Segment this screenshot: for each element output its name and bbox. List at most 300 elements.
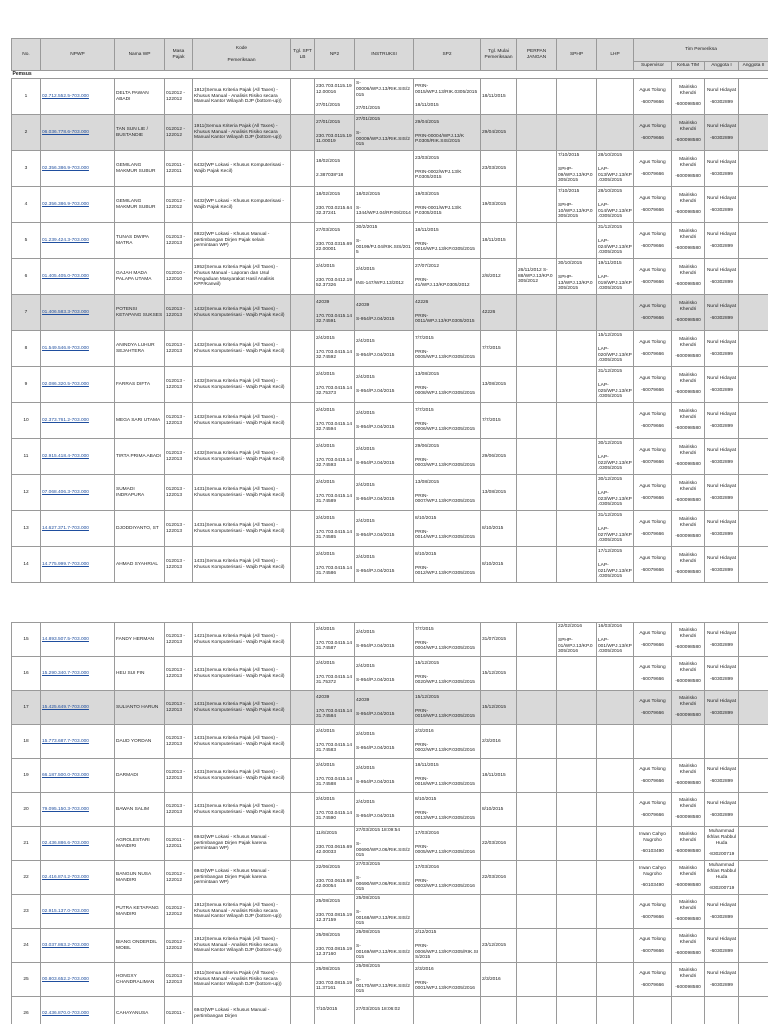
supervisor-cell-supb: -60079666 xyxy=(641,710,664,716)
member-1-cell-a1b: -60302899 xyxy=(710,207,733,213)
supervisor-cell xyxy=(634,997,672,1024)
audit-code: 1431(Semua Kriteria Pajak (All Taxes) - Khusus Komputerisasi - Wajib Pajak Kecil) xyxy=(193,691,291,725)
audit-code: 6942(WP Lokasi - Khusus Manual - pertimbangan Dirjen xyxy=(193,997,291,1024)
lhp-cell-lhpa: 28/10/2015 xyxy=(598,153,623,159)
audit-code: 6942(WP Lokasi - Khusus Manual - pertimbangan Dirjen Pajak karena permintaan WP) xyxy=(193,827,291,861)
member-2-cell xyxy=(739,331,768,367)
tax-period: 012012 - 122012 xyxy=(165,115,193,151)
taxpayer-name: DAUD YORDAN xyxy=(115,725,165,759)
spt-date xyxy=(291,295,315,331)
member-1-cell-a1b: -60302899 xyxy=(710,567,733,573)
sp2-cell xyxy=(414,475,481,511)
team-leader-cell-ketb: -600098580 xyxy=(675,985,701,991)
table-row xyxy=(12,475,768,511)
supervisor-cell xyxy=(634,759,672,793)
np2-cell-np2b: 230.703.0815.1911.37161 xyxy=(316,980,353,992)
npwp-link[interactable]: 02.915.418.4-703.000 xyxy=(41,439,115,475)
instruksi-cell xyxy=(355,79,414,115)
instruksi-cell-insa: 2/4/2015 xyxy=(356,410,375,416)
npwp-link[interactable]: 15.290.340.7-703.000 xyxy=(41,657,115,691)
header-tgl-spt: Tgl. SPT LB xyxy=(291,39,315,71)
member-1-cell xyxy=(705,895,739,929)
sp2-cell-sp2b: PRIN-0002/WPJ.13/KP.0305/2016 xyxy=(415,742,475,754)
lhp-cell-lhpa xyxy=(597,941,633,943)
sp2-cell xyxy=(414,439,481,475)
lhp-cell-lhpb: LAP-023/WPJ.13/KP.0305/2015 xyxy=(598,490,632,508)
instruksi-cell xyxy=(355,725,414,759)
lhp-cell-lhpb xyxy=(597,100,633,102)
member-1-cell xyxy=(705,439,739,475)
instruksi-cell-insb: S-954/PJ.04/2015 xyxy=(356,643,395,649)
team-leader-cell-ket: Mairisko Khendri xyxy=(679,373,697,384)
supervisor-cell-supb: -60079666 xyxy=(641,676,664,682)
instruksi-cell-insb: S-954/PJ.04/2015 xyxy=(356,779,395,785)
sphp-cell xyxy=(557,439,597,475)
taxpayer-name: AHMAD SYAHRIAL xyxy=(115,547,165,583)
lhp-cell-lhpb xyxy=(597,316,633,318)
lhp-cell-lhpa xyxy=(597,669,633,671)
npwp-link[interactable]: 15.425.649.7-703.000 xyxy=(41,691,115,725)
supervisor-cell-sup: Irwan Cahyo Nugroho xyxy=(639,832,666,843)
taxpayer-name: HONGXY CHANDRALIMAN xyxy=(115,963,165,997)
np2-cell-np2a: 230.703.0115.1912.00016 xyxy=(316,84,352,95)
supervisor-cell xyxy=(634,439,672,475)
npwp-link[interactable]: 02.712.552.5-703.000 xyxy=(41,79,115,115)
supervisor-cell xyxy=(634,151,672,187)
start-date xyxy=(481,895,517,929)
lhp-cell-lhpa: 30/12/2015 xyxy=(598,477,623,483)
taxpayer-name: GEMILANG MAKMUR SUBUR xyxy=(115,151,165,187)
np2-cell-np2b: 170.703.0415.1431.74587 xyxy=(316,640,353,652)
sphp-cell xyxy=(557,861,597,895)
extension xyxy=(517,331,557,367)
np2-cell-np2a: 11/6/2015 xyxy=(316,831,337,837)
npwp-link[interactable]: 07.068.406.3-703.000 xyxy=(41,475,115,511)
extension xyxy=(517,759,557,793)
sp2-cell-sp2a: 8/10/2015 xyxy=(415,516,437,522)
spt-date xyxy=(291,331,315,367)
lhp-cell-lhpb xyxy=(597,881,633,883)
team-leader-cell xyxy=(672,623,705,657)
member-1-cell xyxy=(705,331,739,367)
team-leader-cell-ket: Mairisko Khendri xyxy=(679,481,697,492)
np2-cell-np2b: 2.387038*18 xyxy=(316,172,344,178)
sphp-cell-sphpb xyxy=(557,745,596,747)
start-date: 18/11/2015 xyxy=(481,79,517,115)
audit-code: 6922(WP Lokasi - Khusus Manual - pertimbangan Dirjen Pajak selain permintaan WP) xyxy=(193,223,291,259)
lhp-cell-lhpb xyxy=(597,136,633,138)
supervisor-cell-supb: -60079666 xyxy=(641,642,664,648)
sp2-cell-sp2b: PRIN-0008/WPJ.13/KP.0305/2015 xyxy=(415,385,475,397)
member-2-cell xyxy=(739,861,768,895)
npwp-link[interactable]: 03.037.863.2-703.000 xyxy=(41,929,115,963)
np2-cell xyxy=(315,511,355,547)
sp2-cell-sp2b: PRIN-0013/WPJ.13/KP.0305/2015 xyxy=(415,810,475,822)
supervisor-cell-sup: Agus Tolong xyxy=(639,159,666,165)
member-1-cell-a1b: -60302899 xyxy=(710,948,733,954)
team-leader-cell-ketb: -600098580 xyxy=(675,102,701,108)
lhp-cell-lhpb: LAP-020/WPJ.13/KP.0305/2015 xyxy=(598,346,632,364)
npwp-link[interactable]: 02.436.886.6-703.000 xyxy=(41,827,115,861)
audit-code: 1432(Semua Kriteria Pajak (All Taxes) - Khusus Komputerisasi - Wajib Pajak Kecil) xyxy=(193,403,291,439)
member-1-cell xyxy=(705,793,739,827)
np2-cell xyxy=(315,997,355,1024)
instruksi-cell xyxy=(355,657,414,691)
instruksi-cell xyxy=(355,259,414,295)
start-date: 23/12/2015 xyxy=(481,929,517,963)
start-date: 2/8/2012 xyxy=(481,259,517,295)
lhp-cell-lhpa xyxy=(597,839,633,841)
spt-date xyxy=(291,895,315,929)
sp2-cell-sp2b: PRIN-0019/WPJ.13/KP.0305/2015 xyxy=(415,708,475,720)
npwp-link[interactable]: 15.773.687.7-703.000 xyxy=(41,725,115,759)
row-number: 5 xyxy=(12,223,41,259)
tax-period: 012010 - 122010 xyxy=(165,259,193,295)
extension xyxy=(517,827,557,861)
sphp-cell-sphpb xyxy=(557,949,596,951)
supervisor-cell xyxy=(634,691,672,725)
tax-period: 012013 - 122013 xyxy=(165,295,193,331)
tax-period: 012013 - 122013 xyxy=(165,725,193,759)
np2-cell-np2a: 2/4/2015 xyxy=(316,264,335,270)
sphp-cell-sphpb: SPHP-10/WPJ.13/KP.0305/2015 xyxy=(558,202,593,220)
taxpayer-name: DARMADI xyxy=(115,759,165,793)
npwp-link[interactable]: 02.373.761.2-703.000 xyxy=(41,403,115,439)
supervisor-cell xyxy=(634,187,672,223)
np2-cell-np2b: 170.703.0415.1432.74592 xyxy=(316,349,353,361)
sphp-cell-sphpb xyxy=(557,983,596,985)
lhp-cell xyxy=(597,79,634,115)
spt-date xyxy=(291,623,315,657)
row-number: 23 xyxy=(12,895,41,929)
spt-date xyxy=(291,725,315,759)
instruksi-cell-insa: 2/4/2015 xyxy=(356,482,375,488)
header-instruksi: INSTRUKSI xyxy=(355,39,414,71)
sphp-cell-sphpa: 7/10/2015 xyxy=(558,189,580,195)
member-1-cell-a1: Nurul Hidayat xyxy=(706,231,737,237)
row-number: 25 xyxy=(12,963,41,997)
lhp-cell-lhpa xyxy=(597,703,633,705)
lhp-cell xyxy=(597,547,634,583)
np2-cell-np2b: 170.703.0415.1432.75373 xyxy=(316,385,353,397)
spt-date xyxy=(291,861,315,895)
member-1-cell xyxy=(705,691,739,725)
np2-cell xyxy=(315,115,355,151)
instruksi-cell-insa: 2/4/2015 xyxy=(356,629,375,635)
start-date: 15/12/2015 xyxy=(481,657,517,691)
member-1-cell xyxy=(705,187,739,223)
spt-date xyxy=(291,547,315,583)
sphp-cell xyxy=(557,187,597,223)
member-1-cell-a1b: -830200719 xyxy=(708,886,735,892)
instruksi-cell xyxy=(355,691,414,725)
instruksi-cell xyxy=(355,895,414,929)
npwp-link[interactable]: 01.406.583.3-703.000 xyxy=(41,295,115,331)
instruksi-cell-insb: S-954/PJ.04/2015 xyxy=(356,745,395,751)
extension xyxy=(517,187,557,223)
member-1-cell xyxy=(705,295,739,331)
npwp-link[interactable]: 66.187.500.0-703.000 xyxy=(41,759,115,793)
npwp-link[interactable]: 01.405.405.0-703.000 xyxy=(41,259,115,295)
sp2-cell xyxy=(414,623,481,657)
sphp-cell-sphpa xyxy=(557,703,596,705)
sp2-cell-sp2a: 13/08/2015 xyxy=(415,480,440,486)
member-1-cell-a1: Nurul Hidayat xyxy=(706,630,737,636)
header-masa-pajak: Masa Pajak xyxy=(165,39,193,71)
sphp-cell xyxy=(557,511,597,547)
page-separator xyxy=(0,590,768,622)
member-1-cell-a1b: -60302899 xyxy=(710,315,733,321)
team-leader-cell xyxy=(672,367,705,403)
row-number: 14 xyxy=(12,547,41,583)
team-leader-cell-ket: Mairisko Khendri xyxy=(679,866,697,877)
page-2 xyxy=(0,622,768,1024)
instruksi-cell-insb: 27/01/2015 xyxy=(356,106,381,112)
sphp-cell-sphpa xyxy=(557,737,596,739)
supervisor-cell-sup: Agus Tolong xyxy=(639,555,666,561)
supervisor-cell-supb: -60079666 xyxy=(641,135,664,141)
instruksi-cell-insa: 42039 xyxy=(356,697,370,703)
np2-cell-np2a: 7/10/2015 xyxy=(316,1006,338,1012)
npwp-link[interactable]: 79.095.150.3-703.000 xyxy=(41,793,115,827)
instruksi-cell xyxy=(355,475,414,511)
sphp-cell xyxy=(557,657,597,691)
taxpayer-name: POTENSI KETAPANG SUKSES xyxy=(115,295,165,331)
team-leader-cell xyxy=(672,295,705,331)
member-2-cell xyxy=(739,827,768,861)
lhp-cell xyxy=(597,929,634,963)
instruksi-cell-insa: 2/4/2015 xyxy=(356,554,375,560)
team-leader-cell-ket: Mairisko Khendri xyxy=(679,900,697,911)
np2-cell xyxy=(315,861,355,895)
supervisor-cell xyxy=(634,895,672,929)
lhp-cell-lhpa xyxy=(597,771,633,773)
taxpayer-name: SULIANTO HARUN xyxy=(115,691,165,725)
npwp-link[interactable]: 02.436.870.0-703.000 xyxy=(41,997,115,1024)
sphp-cell-sphpa xyxy=(557,805,596,807)
npwp-link[interactable]: 14.893.507.5-703.000 xyxy=(41,623,115,657)
np2-cell xyxy=(315,623,355,657)
row-number: 8 xyxy=(12,331,41,367)
table-row xyxy=(12,439,768,475)
team-leader-cell xyxy=(672,691,705,725)
member-1-cell xyxy=(705,403,739,439)
sphp-cell-sphpa: 30/10/2015 xyxy=(558,261,583,267)
member-1-cell-a1b: -830200719 xyxy=(708,852,735,858)
instruksi-cell-insb xyxy=(355,172,413,174)
sp2-cell xyxy=(414,79,481,115)
member-2-cell xyxy=(739,367,768,403)
sphp-cell-sphpb xyxy=(557,316,596,318)
tax-period: 012013 - 122013 xyxy=(165,963,193,997)
instruksi-cell xyxy=(355,331,414,367)
np2-cell-np2a: 2/4/2015 xyxy=(316,408,335,414)
member-1-cell-a1b: -60302899 xyxy=(710,99,733,105)
lhp-cell xyxy=(597,623,634,657)
member-1-cell xyxy=(705,475,739,511)
team-leader-cell-ket: Mairisko Khendri xyxy=(679,229,697,240)
member-2-cell xyxy=(739,295,768,331)
team-leader-cell-ket: Mairisko Khendri xyxy=(679,764,697,775)
supervisor-cell-sup: Agus Tolong xyxy=(639,698,666,704)
spt-date xyxy=(291,151,315,187)
taxpayer-name: GAJAH MADA PALAPA UTAMA xyxy=(115,259,165,295)
team-leader-cell-ket: Mairisko Khendri xyxy=(679,934,697,945)
team-leader-cell-ketb: -600098580 xyxy=(675,781,701,787)
team-leader-cell xyxy=(672,725,705,759)
np2-cell-np2a: 42039 xyxy=(316,300,330,306)
sp2-cell xyxy=(414,827,481,861)
taxpayer-name: TAN SUN LIE / BUSTANDIE xyxy=(115,115,165,151)
member-1-cell-a1: Nurul Hidayat xyxy=(706,87,737,93)
team-leader-cell-ketb: -600098580 xyxy=(675,917,701,923)
taxpayer-name: MEGA SARI UTAMA xyxy=(115,403,165,439)
extension xyxy=(517,657,557,691)
table-row xyxy=(12,79,768,115)
sphp-cell-sphpa xyxy=(557,344,596,346)
member-1-cell-a1: Nurul Hidayat xyxy=(706,519,737,525)
member-1-cell xyxy=(705,511,739,547)
sphp-cell-sphpa xyxy=(557,771,596,773)
npwp-link[interactable]: 14.775.999.7-703.000 xyxy=(41,547,115,583)
member-1-cell-a1: Nurul Hidayat xyxy=(706,800,737,806)
supervisor-cell xyxy=(634,223,672,259)
spt-date xyxy=(291,259,315,295)
team-leader-cell-ket: Mairisko Khendri xyxy=(679,832,697,843)
start-date: 19/03/2015 xyxy=(481,187,517,223)
np2-cell-np2b: 27/01/2015 xyxy=(316,103,341,109)
instruksi-cell-insb: S-00169/WPJ.13/RIK.SIS/2015 xyxy=(356,943,410,961)
team-leader-cell xyxy=(672,547,705,583)
lhp-cell-lhpa: 15/12/2015 xyxy=(598,333,623,339)
team-leader-cell xyxy=(672,79,705,115)
supervisor-cell-supb: -60079666 xyxy=(641,914,664,920)
sphp-cell-sphpb xyxy=(557,915,596,917)
member-1-cell-a1b: -60302899 xyxy=(710,243,733,249)
sp2-cell-sp2a: 2/12/2015 xyxy=(415,930,437,936)
audit-code: 1952(Semua Kriteria Pajak (All Taxes) - Khusus Manual - Laporan dan Usul Pengaduan Masyarakat Hasil Analisis KPP/Kanwil) xyxy=(193,259,291,295)
npwp-link[interactable]: 02.356.386.9-703.000 xyxy=(41,151,115,187)
npwp-link[interactable]: 06.036.778.6-703.000 xyxy=(41,115,115,151)
supervisor-cell-supb: -60079666 xyxy=(641,812,664,818)
npwp-link[interactable]: 02.915.137.0-703.000 xyxy=(41,895,115,929)
lhp-cell-lhpa xyxy=(597,308,633,310)
npwp-link[interactable]: 02.356.386.9-703.000 xyxy=(41,187,115,223)
start-date: 2/3/2016 xyxy=(481,725,517,759)
lhp-cell-lhpb xyxy=(597,847,633,849)
taxpayer-name: DELTA PAWAN ABADI xyxy=(115,79,165,115)
sphp-cell xyxy=(557,115,597,151)
extension xyxy=(517,793,557,827)
team-leader-cell-ketb: -600098580 xyxy=(675,815,701,821)
npwp-link[interactable]: 01.549.546.8-703.000 xyxy=(41,331,115,367)
audit-code: 6942(WP Lokasi - Khusus Manual - pertimbangan Dirjen Pajak karena permintaan WP) xyxy=(193,861,291,895)
sp2-cell-sp2a: 27/07/2012 xyxy=(415,264,440,270)
taxpayer-name: GEMILANG MAKMUR SUBUR xyxy=(115,187,165,223)
lhp-cell-lhpb xyxy=(597,949,633,951)
member-2-cell xyxy=(739,475,768,511)
sphp-cell-sphpa: 7/10/2015 xyxy=(558,153,580,159)
taxpayer-name: TUNAS DWIPA MATRA xyxy=(115,223,165,259)
row-number: 4 xyxy=(12,187,41,223)
sp2-cell-sp2b: PRIN-00004/WPJ.13/K P.0305/RIK.SIS/2015 xyxy=(415,133,465,145)
sp2-cell-sp2b: 18/11/2015 xyxy=(415,103,439,109)
npwp-link[interactable]: 14.627.371.7-703.000 xyxy=(41,511,115,547)
sphp-cell-sphpb xyxy=(557,711,596,713)
npwp-link[interactable]: 02.086.320.5-703.000 xyxy=(41,367,115,403)
team-leader-cell-ket: Mairisko Khendri xyxy=(679,696,697,707)
sphp-cell-sphpa xyxy=(557,380,596,382)
instruksi-cell xyxy=(355,861,414,895)
np2-cell-np2b: 230.703.0115.1911.00019 xyxy=(316,133,352,145)
npwp-link[interactable]: 01.239.424.3-703.000 xyxy=(41,223,115,259)
sp2-cell-sp2a: 2/3/2016 xyxy=(415,729,434,735)
supervisor-cell-supb: -60103490 xyxy=(641,849,664,855)
sphp-cell-sphpb xyxy=(557,136,596,138)
sp2-cell-sp2b: PRIN-0001/WPJ.13/KP.0305/2016 xyxy=(415,980,475,992)
table-row xyxy=(12,827,768,861)
audit-code: 1912(Semua Kriteria Pajak (All Taxes) - Khusus Manual - Analisis Risiko secara Manual Kantor Wilayah DJP (bottom-up)) xyxy=(193,895,291,929)
team-leader-cell xyxy=(672,895,705,929)
supervisor-cell-supb: -60079666 xyxy=(641,243,664,249)
supervisor-cell xyxy=(634,295,672,331)
npwp-link[interactable]: 02.416.874.2-703.000 xyxy=(41,861,115,895)
instruksi-cell-insa: 2/4/2015 xyxy=(356,765,375,771)
supervisor-cell-sup: Agus Tolong xyxy=(639,87,666,93)
np2-cell-np2a: 2/4/2015 xyxy=(316,763,335,769)
lhp-cell-lhpb xyxy=(597,745,633,747)
instruksi-cell-insb: S-954/PJ.04/2015 xyxy=(356,677,395,683)
spt-date xyxy=(291,997,315,1024)
start-date: 22/03/2016 xyxy=(481,861,517,895)
sp2-cell-sp2a: 29/04/2015 xyxy=(415,120,440,126)
supervisor-cell xyxy=(634,725,672,759)
instruksi-cell xyxy=(355,115,414,151)
sp2-cell-sp2b: PRIN-0005/WPJ.13/KP.0305/2016 xyxy=(415,844,475,856)
lhp-cell xyxy=(597,657,634,691)
start-date: 18/11/2015 xyxy=(481,223,517,259)
tax-period: 012012 - 122012 xyxy=(165,861,193,895)
np2-cell xyxy=(315,223,355,259)
tax-period: 012013 - 122013 xyxy=(165,657,193,691)
extension xyxy=(517,623,557,657)
sphp-cell xyxy=(557,367,597,403)
lhp-cell xyxy=(597,511,634,547)
taxpayer-name: PUTRA KETAPANG MANDIRI xyxy=(115,895,165,929)
lhp-cell-lhpb xyxy=(597,711,633,713)
sp2-cell xyxy=(414,725,481,759)
member-1-cell-a1b: -60302899 xyxy=(710,914,733,920)
sp2-cell-sp2b xyxy=(414,915,480,917)
np2-cell-np2a: 2/4/2015 xyxy=(316,516,335,522)
member-2-cell xyxy=(739,223,768,259)
member-1-cell-a1b: -60302899 xyxy=(710,171,733,177)
member-1-cell-a1b: -60302899 xyxy=(710,423,733,429)
extension: 26/11/2012 S-88/WPJ.13/KP.0305/2012 xyxy=(517,259,557,295)
supervisor-cell-sup: Agus Tolong xyxy=(639,267,666,273)
member-2-cell xyxy=(739,547,768,583)
table-row xyxy=(12,691,768,725)
supervisor-cell-sup: Agus Tolong xyxy=(639,936,666,942)
supervisor-cell xyxy=(634,259,672,295)
table-row xyxy=(12,725,768,759)
member-1-cell-a1: Nurul Hidayat xyxy=(706,447,737,453)
npwp-link[interactable]: 00.803.652.2-703.000 xyxy=(41,963,115,997)
lhp-cell-lhpb xyxy=(597,915,633,917)
sp2-cell xyxy=(414,115,481,151)
sphp-cell xyxy=(557,331,597,367)
sp2-cell-sp2a: 18/11/2015 xyxy=(415,763,439,769)
